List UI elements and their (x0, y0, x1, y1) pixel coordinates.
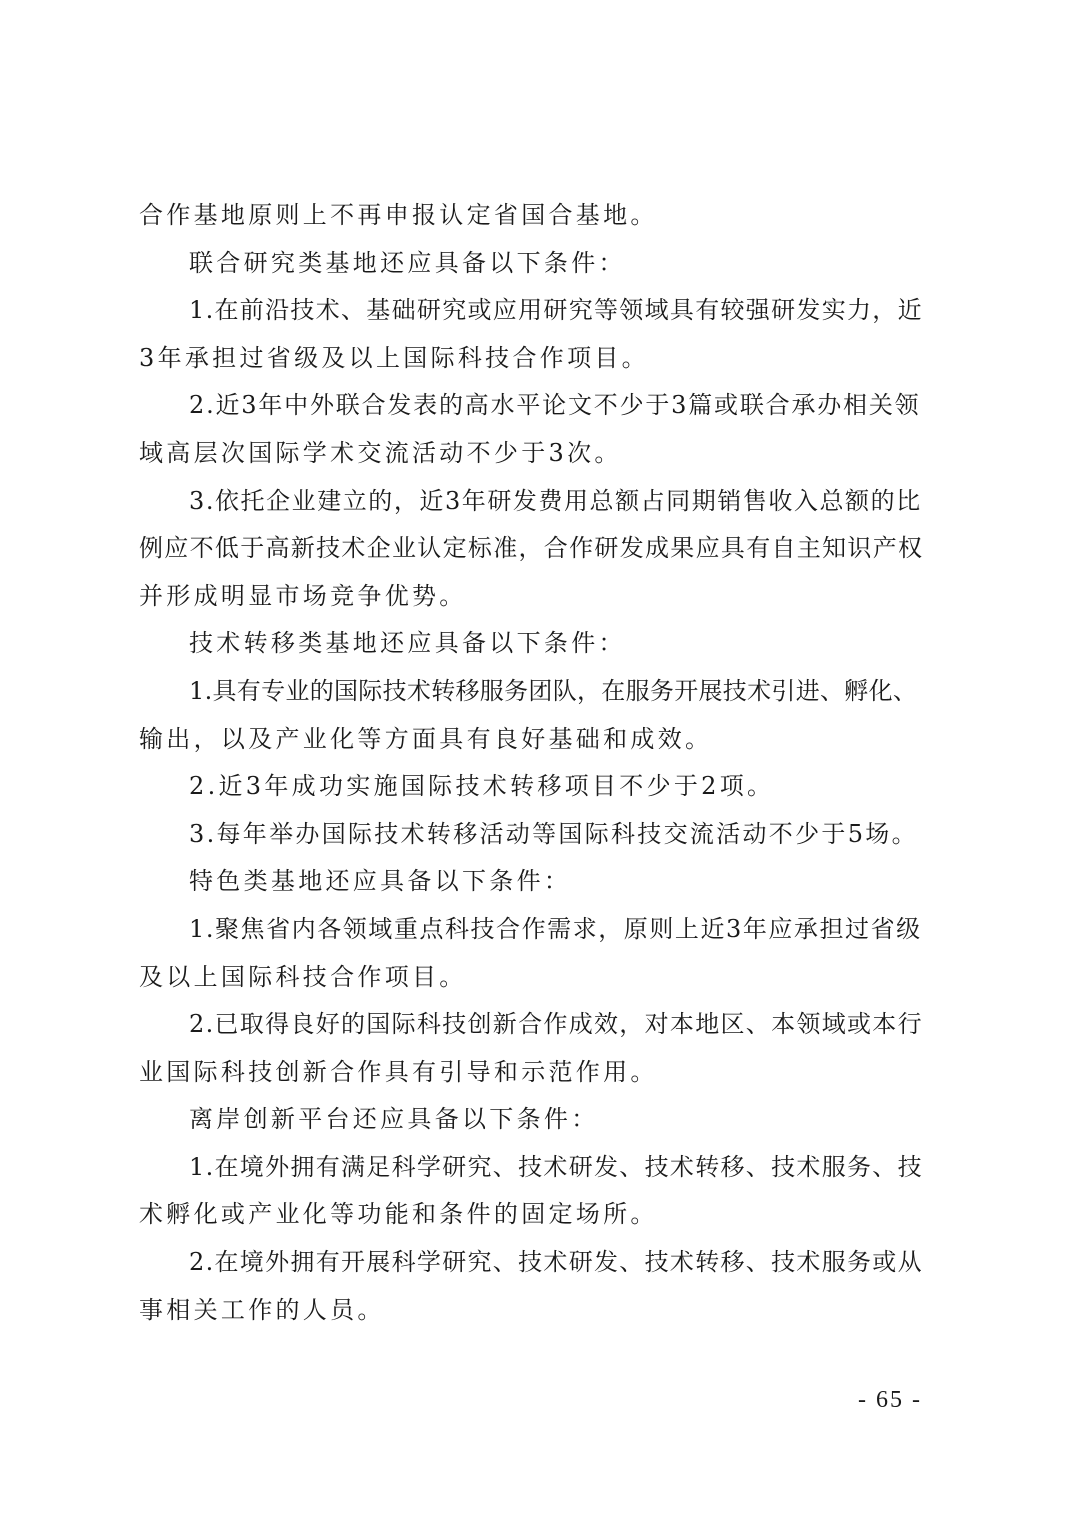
text-line: 1.具有专业的国际技术转移服务团队，在服务开展技术引进、孵化、 (189, 676, 918, 705)
text-line: 2.近3年中外联合发表的高水平论文不少于3篇或联合承办相关领 (189, 391, 921, 420)
text-line: 2.近3年成功实施国际技术转移项目不少于2项。 (189, 772, 775, 801)
text-line: 3年承担过省级及以上国际科技合作项目。 (139, 343, 649, 372)
page-number: - 65 - (858, 1387, 922, 1413)
text-line: 事相关工作的人员。 (139, 1295, 385, 1324)
text-line: 及以上国际科技合作项目。 (139, 962, 467, 991)
text-line: 联合研究类基地还应具备以下条件： (189, 248, 626, 277)
text-line: 技术转移类基地还应具备以下条件： (189, 629, 626, 658)
text-line: 2.在境外拥有开展科学研究、技术研发、技术转移、技术服务或从 (189, 1248, 923, 1277)
text-line: 例应不低于高新技术企业认定标准，合作研发成果应具有自主知识产权 (139, 534, 924, 563)
text-line: 合作基地原则上不再申报认定省国合基地。 (139, 201, 658, 229)
text-line: 3.每年举办国际技术转移活动等国际科技交流活动不少于5场。 (189, 819, 918, 848)
text-line: 并形成明显市场竞争优势。 (139, 581, 467, 610)
text-line: 域高层次国际学术交流活动不少于3次。 (139, 438, 622, 467)
text-line: 输出，以及产业化等方面具有良好基础和成效。 (139, 724, 713, 753)
text-line: 2.已取得良好的国际科技创新合作成效，对本地区、本领域或本行 (189, 1010, 923, 1039)
text-line: 业国际科技创新合作具有引导和示范作用。 (139, 1057, 658, 1086)
text-line: 离岸创新平台还应具备以下条件： (189, 1105, 599, 1134)
text-line: 特色类基地还应具备以下条件： (189, 867, 572, 896)
text-line: 3.依托企业建立的，近3年研发费用总额占同期销售收入总额的比 (189, 486, 922, 515)
document-body (139, 192, 923, 1334)
text-line: 术孵化或产业化等功能和条件的固定场所。 (139, 1200, 658, 1229)
text-line: 1.在前沿技术、基础研究或应用研究等领域具有较强研发实力，近 (189, 296, 923, 325)
text-line: 1.聚焦省内各领域重点科技合作需求，原则上近3年应承担过省级 (189, 914, 922, 943)
text-line: 1.在境外拥有满足科学研究、技术研发、技术转移、技术服务、技 (189, 1152, 923, 1181)
